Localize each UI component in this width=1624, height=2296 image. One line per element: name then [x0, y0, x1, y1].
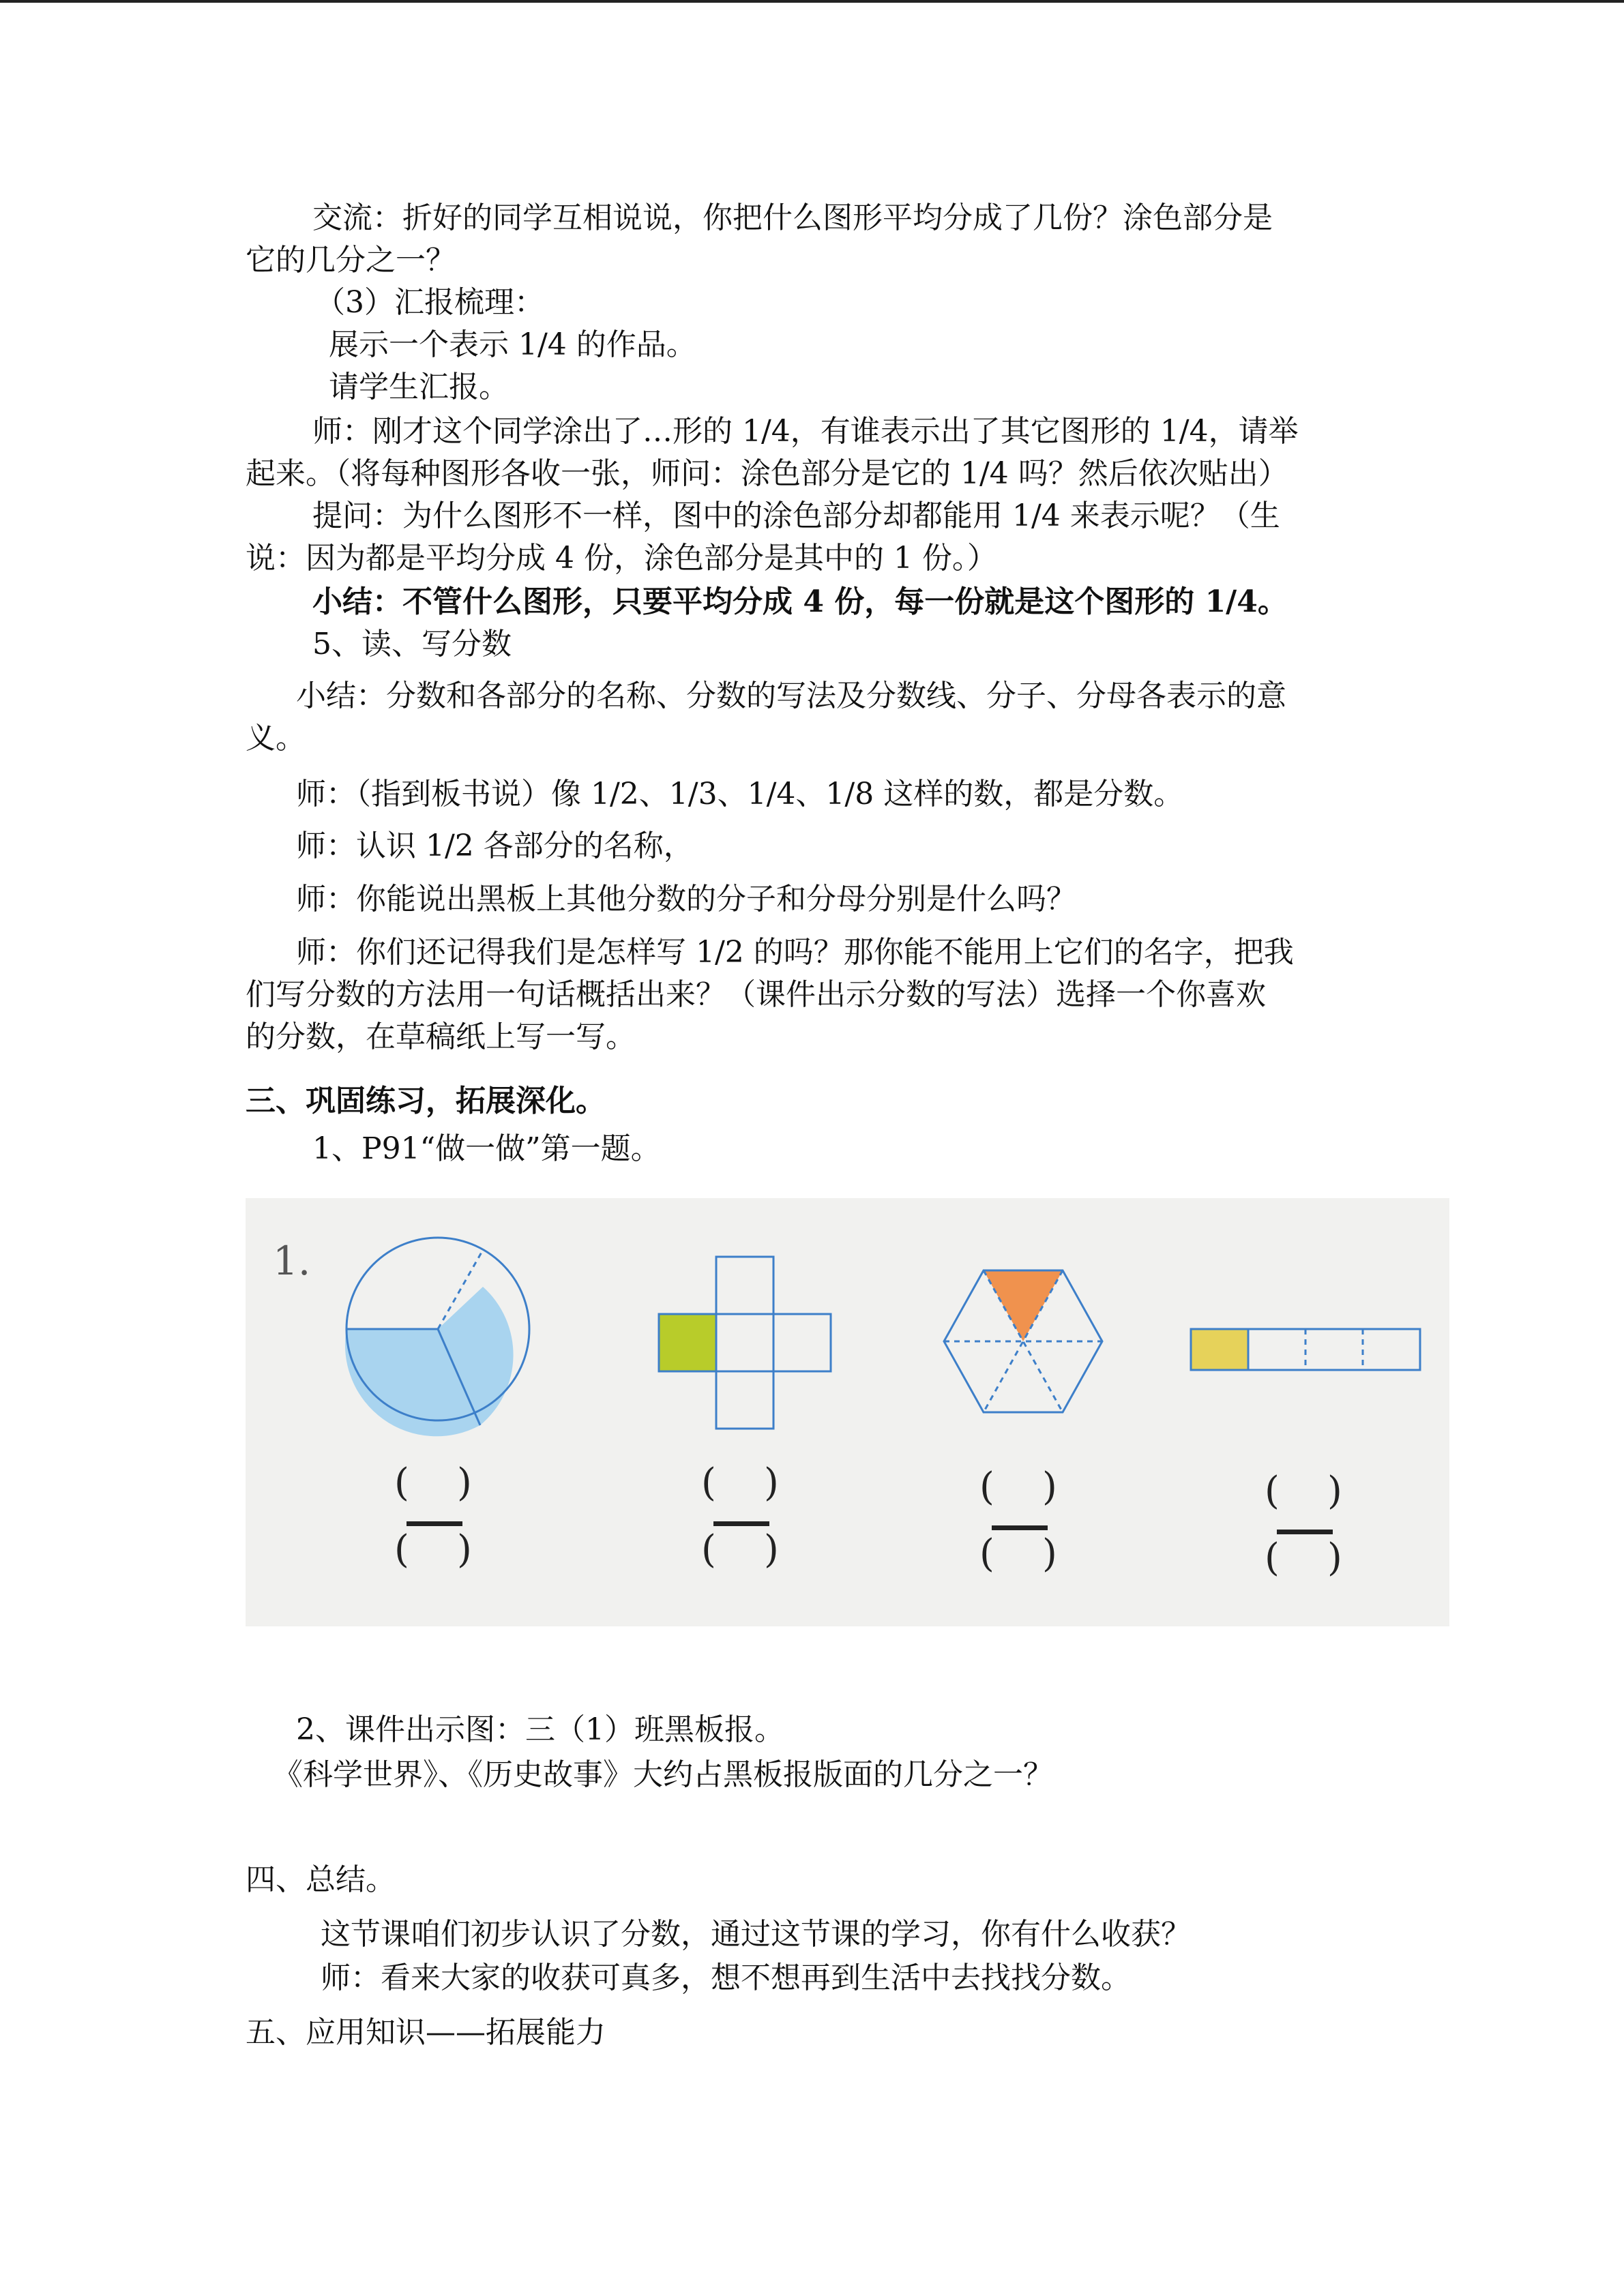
page-top-border [0, 0, 1624, 3]
numerator-paren-close: ) [457, 1461, 472, 1505]
denominator-paren-close: ) [457, 1527, 472, 1572]
text-line: 1、P91“做一做”第一题。 [312, 1131, 661, 1166]
summary-line: 小结：不管什么图形，只要平均分成 4 份，每一份就是这个图形的 1/4。 [312, 584, 1288, 619]
exercise-figure [246, 1198, 1449, 1626]
denominator-paren-open: ( [701, 1527, 716, 1572]
text-line: 这节课咱们初步认识了分数，通过这节课的学习，你有什么收获？ [321, 1917, 1191, 1952]
denominator-paren-open: ( [1265, 1536, 1280, 1580]
cross-shaded-part [659, 1314, 716, 1371]
denominator-paren-open: ( [979, 1532, 994, 1576]
section-heading: 四、总结。 [246, 1862, 396, 1897]
denominator-paren-close: ) [764, 1527, 779, 1572]
text-line: 的分数，在草稿纸上写一写。 [246, 1019, 636, 1054]
text-line: 提问：为什么图形不一样，图中的涂色部分却都能用 1/4 来表示呢？（生 [312, 498, 1280, 533]
numerator-paren-close: ) [1042, 1465, 1057, 1509]
numerator-paren-close: ) [764, 1461, 779, 1505]
numerator-paren-open: ( [1265, 1469, 1280, 1513]
numerator-paren-open: ( [394, 1461, 409, 1505]
text-line: 师：看来大家的收获可真多，想不想再到生活中去找找分数。 [321, 1960, 1131, 1995]
denominator-paren-close: ) [1042, 1532, 1057, 1576]
text-line: 5、读、写分数 [312, 627, 512, 661]
text-line: 义。 [246, 721, 306, 756]
text-line: 师：你们还记得我们是怎样写 1/2 的吗？那你能不能用上它们的名字，把我 [296, 935, 1294, 970]
text-line: 师：你能说出黑板上其他分数的分子和分母分别是什么吗？ [296, 882, 1076, 916]
section-heading: 五、应用知识——拓展能力 [246, 2015, 606, 2050]
exercise-number: 1. [273, 1238, 311, 1284]
text-line: 2、课件出示图：三（1）班黑板报。 [296, 1712, 784, 1747]
denominator-paren-close: ) [1327, 1536, 1342, 1580]
section-heading: 三、巩固练习，拓展深化。 [246, 1084, 606, 1118]
numerator-paren-close: ) [1327, 1469, 1342, 1513]
denominator-paren-open: ( [394, 1527, 409, 1572]
text-line: 请学生汇报。 [329, 370, 509, 404]
text-line: 《科学世界》、《历史故事》大约占黑板报版面的几分之一？ [273, 1757, 1053, 1792]
text-line: 说：因为都是平均分成 4 份，涂色部分是其中的 1 份。） [246, 541, 997, 576]
text-line: 师：认识 1/2 各部分的名称， [296, 829, 694, 863]
text-line: 师：刚才这个同学涂出了…形的 1/4，有谁表示出了其它图形的 1/4，请举 [312, 414, 1299, 449]
text-line: 展示一个表示 1/4 的作品。 [329, 327, 696, 362]
numerator-paren-open: ( [979, 1465, 994, 1509]
text-line: 师：（指到板书说）像 1/2、1/3、1/4、1/8 这样的数，都是分数。 [296, 777, 1184, 811]
strip-shaded-part [1191, 1329, 1248, 1370]
text-line: 小结：分数和各部分的名称、分数的写法及分数线、分子、分母各表示的意 [296, 679, 1286, 713]
text-line: 它的几分之一？ [246, 243, 456, 278]
text-line: 交流：折好的同学互相说说，你把什么图形平均分成了几份？涂色部分是 [312, 200, 1273, 235]
text-line: 起来。（将每种图形各收一张，师问：涂色部分是它的 1/4 吗？然后依次贴出） [246, 456, 1288, 491]
numerator-paren-open: ( [701, 1461, 716, 1505]
text-line: （3）汇报梳理： [315, 285, 544, 320]
text-line: 们写分数的方法用一句话概括出来？（课件出示分数的写法）选择一个你喜欢 [246, 977, 1266, 1012]
